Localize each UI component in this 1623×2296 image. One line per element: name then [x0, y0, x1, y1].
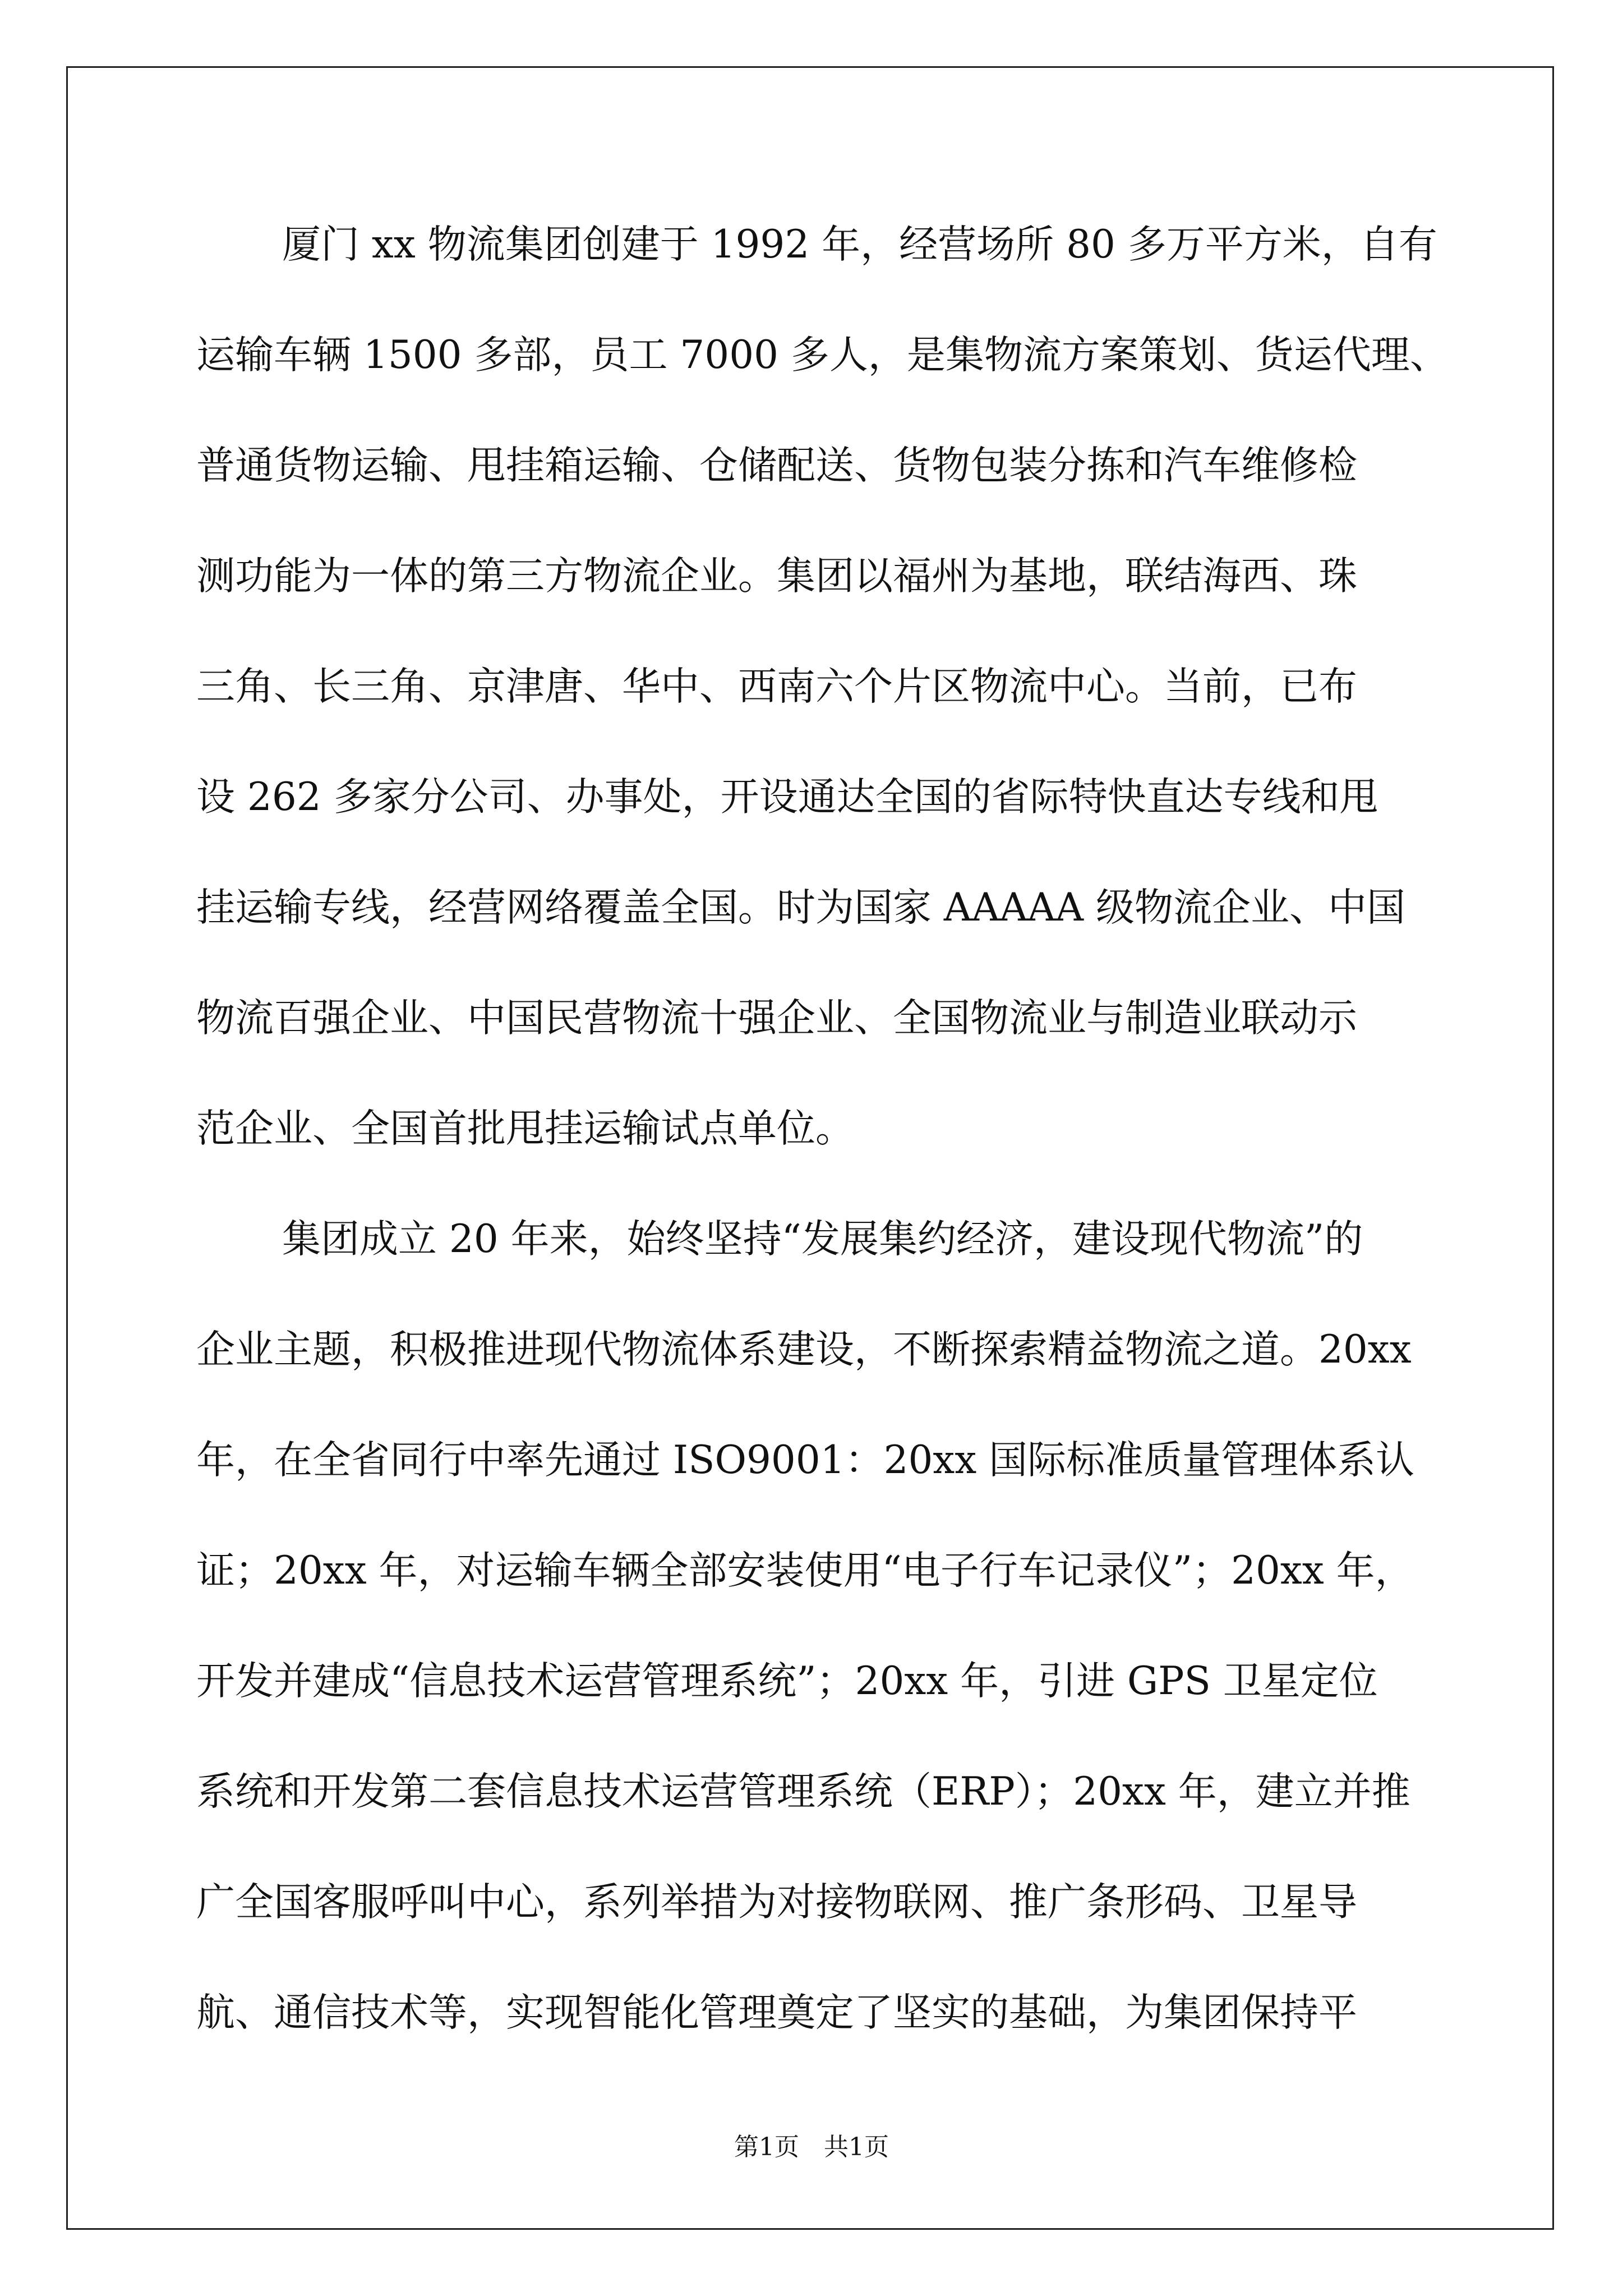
- paragraph-1-line-1: 厦门 xx 物流集团创建于 1992 年，经营场所 80 多万平方米，自有: [282, 222, 1437, 267]
- paragraph-2-line-2: 企业主题，积极推进现代物流体系建设，不断探索精益物流之道。20xx: [196, 1327, 1412, 1372]
- paragraph-1-line-6: 设 262 多家分公司、办事处，开设通达全国的省际特快直达专线和甩: [196, 775, 1378, 820]
- paragraph-2-line-5: 开发并建成“信息技术运营管理系统”；20xx 年，引进 GPS 卫星定位: [196, 1659, 1378, 1704]
- paragraph-2-line-7: 广全国客服呼叫中心，系列举措为对接物联网、推广条形码、卫星导: [196, 1880, 1357, 1925]
- paragraph-1-line-2: 运输车辆 1500 多部，员工 7000 多人，是集物流方案策划、货运代理、: [196, 333, 1449, 378]
- paragraph-2-line-8: 航、通信技术等，实现智能化管理奠定了坚实的基础，为集团保持平: [196, 1990, 1357, 2035]
- paragraph-1-line-4: 测功能为一体的第三方物流企业。集团以福州为基地，联结海西、珠: [196, 554, 1357, 599]
- paragraph-2-line-6: 系统和开发第二套信息技术运营管理系统（ERP）；20xx 年，建立并推: [196, 1769, 1410, 1814]
- paragraph-2-line-4: 证；20xx 年，对运输车辆全部安装使用“电子行车记录仪”；20xx 年，: [196, 1548, 1414, 1593]
- paragraph-1-line-7: 挂运输专线，经营网络覆盖全国。时为国家 AAAAA 级物流企业、中国: [196, 885, 1406, 930]
- paragraph-2-line-1: 集团成立 20 年来，始终坚持“发展集约经济，建设现代物流”的: [282, 1217, 1363, 1262]
- paragraph-1-line-5: 三角、长三角、京津唐、华中、西南六个片区物流中心。当前，已布: [196, 664, 1357, 709]
- paragraph-1-line-8: 物流百强企业、中国民营物流十强企业、全国物流业与制造业联动示: [196, 996, 1357, 1041]
- paragraph-2-line-3: 年，在全省同行中率先通过 ISO9001：20xx 国际标准质量管理体系认: [196, 1438, 1415, 1483]
- page-number-footer: 第1页 共1页: [734, 2133, 889, 2161]
- paragraph-1-line-3: 普通货物运输、甩挂箱运输、仓储配送、货物包装分拣和汽车维修检: [196, 443, 1357, 488]
- paragraph-1-line-9: 范企业、全国首批甩挂运输试点单位。: [196, 1106, 854, 1151]
